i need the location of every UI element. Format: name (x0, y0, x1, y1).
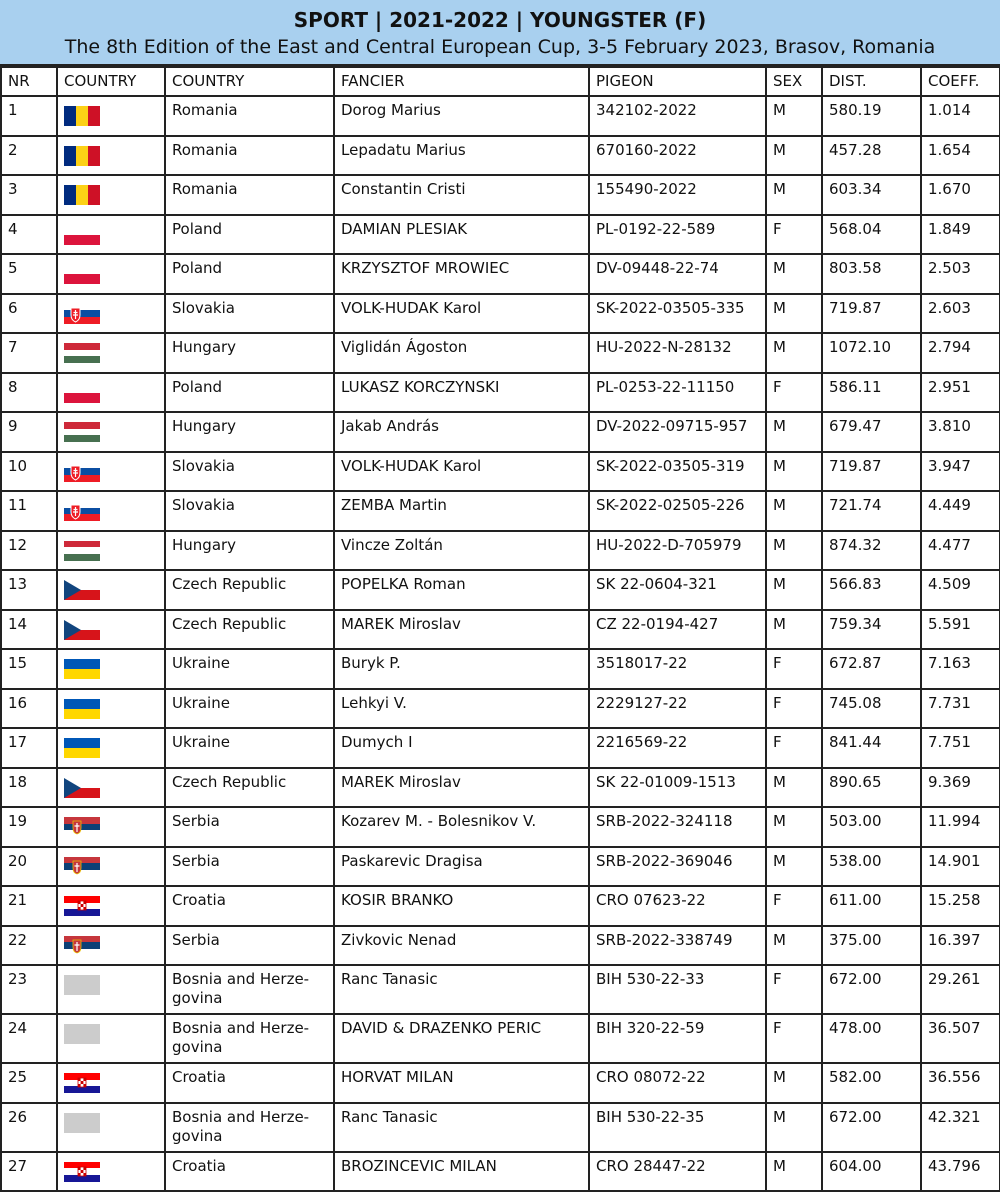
cell-dist: 375.00 (822, 926, 921, 966)
cell-coeff: 1.654 (921, 136, 1000, 176)
cell-flag (57, 610, 165, 650)
cell-country: Bosnia and Herze-govina (165, 965, 334, 1014)
cell-flag (57, 965, 165, 1014)
cell-sex: M (766, 768, 822, 808)
page-title: SPORT | 2021-2022 | YOUNGSTER (F) (293, 8, 707, 32)
poland-flag-icon (64, 225, 158, 245)
cell-coeff: 4.509 (921, 570, 1000, 610)
col-pigeon: PIGEON (589, 67, 766, 96)
table-row (1, 1152, 1000, 1192)
cell-country: Ukraine (165, 689, 334, 729)
cell-fancier: DAMIAN PLESIAK (334, 215, 589, 255)
cell-pigeon: BIH 530-22-35 (589, 1103, 766, 1152)
cell-coeff: 16.397 (921, 926, 1000, 966)
cell-fancier: Lepadatu Marius (334, 136, 589, 176)
cell-fancier: LUKASZ KORCZYNSKI (334, 373, 589, 413)
table-row (1, 886, 1000, 926)
cell-nr: 1 (1, 96, 57, 136)
cell-coeff: 36.556 (921, 1063, 1000, 1103)
cell-sex: F (766, 965, 822, 1014)
cell-pigeon: SRB-2022-369046 (589, 847, 766, 887)
cell-country: Serbia (165, 847, 334, 887)
col-country: COUNTRY (165, 67, 334, 96)
cell-fancier: KRZYSZTOF MROWIEC (334, 254, 589, 294)
romania-flag-icon (64, 185, 158, 205)
header-row (1, 67, 1000, 96)
bosnia-flag-icon (64, 975, 158, 995)
cell-flag (57, 649, 165, 689)
croatia-flag-icon (64, 1162, 158, 1182)
cell-sex: F (766, 689, 822, 729)
cell-country: Poland (165, 254, 334, 294)
cell-coeff: 1.670 (921, 175, 1000, 215)
cell-coeff: 1.014 (921, 96, 1000, 136)
table-row (1, 1103, 1000, 1152)
cell-flag (57, 1152, 165, 1192)
cell-dist: 672.87 (822, 649, 921, 689)
cell-dist: 503.00 (822, 807, 921, 847)
table-row (1, 333, 1000, 373)
table-row (1, 412, 1000, 452)
serbia-flag-icon (64, 817, 158, 837)
cell-coeff: 4.449 (921, 491, 1000, 531)
cell-fancier: HORVAT MILAN (334, 1063, 589, 1103)
table-row (1, 689, 1000, 729)
cell-pigeon: SK-2022-03505-319 (589, 452, 766, 492)
cell-nr: 6 (1, 294, 57, 334)
cell-flag (57, 96, 165, 136)
cell-dist: 679.47 (822, 412, 921, 452)
cell-coeff: 3.810 (921, 412, 1000, 452)
cell-flag (57, 254, 165, 294)
cell-country: Hungary (165, 412, 334, 452)
slovakia-flag-icon (64, 304, 158, 324)
cell-pigeon: 155490-2022 (589, 175, 766, 215)
cell-dist: 582.00 (822, 1063, 921, 1103)
cell-coeff: 36.507 (921, 1014, 1000, 1063)
cell-dist: 566.83 (822, 570, 921, 610)
cell-flag (57, 807, 165, 847)
cell-coeff: 7.731 (921, 689, 1000, 729)
poland-flag-icon (64, 264, 158, 284)
col-sex: SEX (766, 67, 822, 96)
cell-nr: 17 (1, 728, 57, 768)
cell-coeff: 4.477 (921, 531, 1000, 571)
cell-sex: M (766, 531, 822, 571)
cell-country: Hungary (165, 333, 334, 373)
cell-coeff: 11.994 (921, 807, 1000, 847)
cell-sex: M (766, 570, 822, 610)
cell-pigeon: BIH 320-22-59 (589, 1014, 766, 1063)
table-row (1, 807, 1000, 847)
cell-nr: 7 (1, 333, 57, 373)
cell-dist: 890.65 (822, 768, 921, 808)
ukraine-flag-icon (64, 659, 158, 679)
cell-sex: M (766, 412, 822, 452)
hungary-flag-icon (64, 422, 158, 442)
cell-country: Czech Republic (165, 768, 334, 808)
cell-dist: 457.28 (822, 136, 921, 176)
cell-country: Croatia (165, 1063, 334, 1103)
cell-nr: 26 (1, 1103, 57, 1152)
cell-country: Serbia (165, 926, 334, 966)
cell-dist: 745.08 (822, 689, 921, 729)
cell-fancier: Constantin Cristi (334, 175, 589, 215)
col-fancier: FANCIER (334, 67, 589, 96)
cell-dist: 672.00 (822, 965, 921, 1014)
cell-country: Bosnia and Herze-govina (165, 1014, 334, 1063)
cell-nr: 4 (1, 215, 57, 255)
cell-sex: M (766, 175, 822, 215)
cell-country: Bosnia and Herze-govina (165, 1103, 334, 1152)
cell-pigeon: BIH 530-22-33 (589, 965, 766, 1014)
cell-nr: 15 (1, 649, 57, 689)
cell-nr: 21 (1, 886, 57, 926)
cell-dist: 538.00 (822, 847, 921, 887)
cell-fancier: DAVID & DRAZENKO PERIC (334, 1014, 589, 1063)
cell-sex: M (766, 96, 822, 136)
table-row (1, 531, 1000, 571)
cell-country: Slovakia (165, 294, 334, 334)
cell-flag (57, 294, 165, 334)
croatia-flag-icon (64, 896, 158, 916)
cell-dist: 586.11 (822, 373, 921, 413)
cell-dist: 1072.10 (822, 333, 921, 373)
cell-fancier: Ranc Tanasic (334, 965, 589, 1014)
cell-sex: M (766, 847, 822, 887)
cell-country: Romania (165, 96, 334, 136)
cell-dist: 603.34 (822, 175, 921, 215)
cell-coeff: 2.951 (921, 373, 1000, 413)
cell-nr: 11 (1, 491, 57, 531)
table-row (1, 215, 1000, 255)
cell-pigeon: 670160-2022 (589, 136, 766, 176)
cell-pigeon: SK-2022-02505-226 (589, 491, 766, 531)
czech-flag-icon (64, 620, 158, 640)
cell-sex: F (766, 886, 822, 926)
cell-nr: 22 (1, 926, 57, 966)
cell-fancier: MAREK Miroslav (334, 610, 589, 650)
cell-coeff: 29.261 (921, 965, 1000, 1014)
cell-flag (57, 1103, 165, 1152)
cell-fancier: Buryk P. (334, 649, 589, 689)
serbia-flag-icon (64, 936, 158, 956)
col-coeff: COEFF. (921, 67, 1000, 96)
cell-pigeon: CRO 08072-22 (589, 1063, 766, 1103)
col-dist: DIST. (822, 67, 921, 96)
cell-fancier: Zivkovic Nenad (334, 926, 589, 966)
cell-sex: M (766, 294, 822, 334)
hungary-flag-icon (64, 541, 158, 561)
cell-nr: 10 (1, 452, 57, 492)
col-country-flag: COUNTRY (57, 67, 165, 96)
cell-fancier: Jakab András (334, 412, 589, 452)
table-row (1, 294, 1000, 334)
cell-flag (57, 215, 165, 255)
cell-flag (57, 491, 165, 531)
cell-pigeon: 2216569-22 (589, 728, 766, 768)
cell-fancier: Kozarev M. - Bolesnikov V. (334, 807, 589, 847)
ukraine-flag-icon (64, 699, 158, 719)
cell-sex: F (766, 215, 822, 255)
cell-nr: 23 (1, 965, 57, 1014)
cell-country: Czech Republic (165, 570, 334, 610)
serbia-flag-icon (64, 857, 158, 877)
romania-flag-icon (64, 106, 158, 126)
cell-coeff: 2.503 (921, 254, 1000, 294)
cell-flag (57, 728, 165, 768)
cell-nr: 25 (1, 1063, 57, 1103)
cell-coeff: 42.321 (921, 1103, 1000, 1152)
cell-sex: M (766, 1103, 822, 1152)
cell-flag (57, 847, 165, 887)
cell-pigeon: 3518017-22 (589, 649, 766, 689)
cell-flag (57, 452, 165, 492)
cell-coeff: 7.751 (921, 728, 1000, 768)
bosnia-flag-icon (64, 1113, 158, 1133)
cell-pigeon: SK-2022-03505-335 (589, 294, 766, 334)
cell-nr: 27 (1, 1152, 57, 1192)
cell-fancier: Paskarevic Dragisa (334, 847, 589, 887)
cell-sex: F (766, 728, 822, 768)
cell-dist: 841.44 (822, 728, 921, 768)
cell-coeff: 2.794 (921, 333, 1000, 373)
cell-sex: F (766, 373, 822, 413)
cell-coeff: 9.369 (921, 768, 1000, 808)
cell-fancier: Lehkyi V. (334, 689, 589, 729)
cell-flag (57, 333, 165, 373)
cell-coeff: 43.796 (921, 1152, 1000, 1192)
cell-coeff: 15.258 (921, 886, 1000, 926)
cell-sex: M (766, 1152, 822, 1192)
cell-nr: 14 (1, 610, 57, 650)
table-row (1, 1014, 1000, 1063)
cell-sex: M (766, 491, 822, 531)
table-row (1, 847, 1000, 887)
bosnia-flag-icon (64, 1024, 158, 1044)
cell-nr: 8 (1, 373, 57, 413)
cell-nr: 20 (1, 847, 57, 887)
cell-country: Serbia (165, 807, 334, 847)
cell-flag (57, 136, 165, 176)
cell-dist: 803.58 (822, 254, 921, 294)
cell-sex: F (766, 1014, 822, 1063)
cell-coeff: 7.163 (921, 649, 1000, 689)
cell-country: Croatia (165, 1152, 334, 1192)
cell-fancier: KOSIR BRANKO (334, 886, 589, 926)
cell-country: Slovakia (165, 452, 334, 492)
cell-pigeon: CRO 28447-22 (589, 1152, 766, 1192)
cell-flag (57, 1063, 165, 1103)
cell-pigeon: HU-2022-N-28132 (589, 333, 766, 373)
cell-fancier: BROZINCEVIC MILAN (334, 1152, 589, 1192)
cell-dist: 874.32 (822, 531, 921, 571)
cell-fancier: Dorog Marius (334, 96, 589, 136)
cell-flag (57, 570, 165, 610)
cell-sex: M (766, 452, 822, 492)
table-row (1, 96, 1000, 136)
czech-flag-icon (64, 580, 158, 600)
page-subtitle: The 8th Edition of the East and Central European Cup, 3-5 February 2023, Brasov, Romania (64, 36, 936, 58)
cell-sex: M (766, 1063, 822, 1103)
cell-flag (57, 175, 165, 215)
cell-nr: 18 (1, 768, 57, 808)
cell-sex: M (766, 926, 822, 966)
table-row (1, 452, 1000, 492)
cell-sex: M (766, 333, 822, 373)
table-row (1, 254, 1000, 294)
cell-country: Romania (165, 175, 334, 215)
cell-pigeon: HU-2022-D-705979 (589, 531, 766, 571)
cell-nr: 12 (1, 531, 57, 571)
cell-country: Ukraine (165, 728, 334, 768)
cell-nr: 5 (1, 254, 57, 294)
table-row (1, 373, 1000, 413)
cell-flag (57, 1014, 165, 1063)
cell-sex: F (766, 649, 822, 689)
ukraine-flag-icon (64, 738, 158, 758)
table-row (1, 610, 1000, 650)
cell-fancier: Dumych I (334, 728, 589, 768)
cell-coeff: 3.947 (921, 452, 1000, 492)
cell-coeff: 5.591 (921, 610, 1000, 650)
cell-pigeon: SRB-2022-324118 (589, 807, 766, 847)
cell-flag (57, 531, 165, 571)
cell-coeff: 2.603 (921, 294, 1000, 334)
cell-dist: 604.00 (822, 1152, 921, 1192)
cell-coeff: 1.849 (921, 215, 1000, 255)
results-table (0, 66, 1000, 1192)
czech-flag-icon (64, 778, 158, 798)
cell-country: Poland (165, 215, 334, 255)
cell-country: Poland (165, 373, 334, 413)
cell-fancier: Vincze Zoltán (334, 531, 589, 571)
cell-dist: 759.34 (822, 610, 921, 650)
cell-sex: M (766, 254, 822, 294)
cell-nr: 3 (1, 175, 57, 215)
cell-pigeon: SK 22-01009-1513 (589, 768, 766, 808)
cell-dist: 672.00 (822, 1103, 921, 1152)
cell-pigeon: 2229127-22 (589, 689, 766, 729)
table-row (1, 649, 1000, 689)
cell-flag (57, 886, 165, 926)
cell-fancier: Viglidán Ágoston (334, 333, 589, 373)
cell-flag (57, 373, 165, 413)
cell-nr: 19 (1, 807, 57, 847)
cell-pigeon: PL-0192-22-589 (589, 215, 766, 255)
cell-dist: 478.00 (822, 1014, 921, 1063)
slovakia-flag-icon (64, 462, 158, 482)
cell-pigeon: CRO 07623-22 (589, 886, 766, 926)
header-banner (0, 0, 1000, 66)
table-row (1, 175, 1000, 215)
cell-flag (57, 412, 165, 452)
cell-dist: 719.87 (822, 294, 921, 334)
cell-dist: 568.04 (822, 215, 921, 255)
table-row (1, 1063, 1000, 1103)
cell-fancier: MAREK Miroslav (334, 768, 589, 808)
cell-flag (57, 689, 165, 729)
cell-nr: 9 (1, 412, 57, 452)
cell-sex: M (766, 807, 822, 847)
cell-pigeon: 342102-2022 (589, 96, 766, 136)
cell-pigeon: DV-09448-22-74 (589, 254, 766, 294)
col-nr: NR (1, 67, 57, 96)
cell-pigeon: CZ 22-0194-427 (589, 610, 766, 650)
cell-fancier: VOLK-HUDAK Karol (334, 452, 589, 492)
table-row (1, 491, 1000, 531)
cell-sex: M (766, 610, 822, 650)
cell-country: Czech Republic (165, 610, 334, 650)
poland-flag-icon (64, 383, 158, 403)
cell-flag (57, 926, 165, 966)
cell-coeff: 14.901 (921, 847, 1000, 887)
cell-fancier: POPELKA Roman (334, 570, 589, 610)
cell-nr: 16 (1, 689, 57, 729)
cell-nr: 24 (1, 1014, 57, 1063)
cell-fancier: VOLK-HUDAK Karol (334, 294, 589, 334)
table-row (1, 728, 1000, 768)
cell-country: Slovakia (165, 491, 334, 531)
hungary-flag-icon (64, 343, 158, 363)
cell-country: Hungary (165, 531, 334, 571)
croatia-flag-icon (64, 1073, 158, 1093)
cell-country: Croatia (165, 886, 334, 926)
cell-dist: 721.74 (822, 491, 921, 531)
table-row (1, 768, 1000, 808)
cell-nr: 13 (1, 570, 57, 610)
cell-pigeon: DV-2022-09715-957 (589, 412, 766, 452)
cell-flag (57, 768, 165, 808)
cell-fancier: ZEMBA Martin (334, 491, 589, 531)
slovakia-flag-icon (64, 501, 158, 521)
cell-country: Romania (165, 136, 334, 176)
cell-dist: 719.87 (822, 452, 921, 492)
cell-pigeon: SK 22-0604-321 (589, 570, 766, 610)
table-row (1, 570, 1000, 610)
cell-pigeon: PL-0253-22-11150 (589, 373, 766, 413)
table-row (1, 136, 1000, 176)
cell-fancier: Ranc Tanasic (334, 1103, 589, 1152)
cell-pigeon: SRB-2022-338749 (589, 926, 766, 966)
cell-dist: 580.19 (822, 96, 921, 136)
cell-sex: M (766, 136, 822, 176)
cell-nr: 2 (1, 136, 57, 176)
table-row (1, 965, 1000, 1014)
table-row (1, 926, 1000, 966)
romania-flag-icon (64, 146, 158, 166)
cell-dist: 611.00 (822, 886, 921, 926)
cell-country: Ukraine (165, 649, 334, 689)
